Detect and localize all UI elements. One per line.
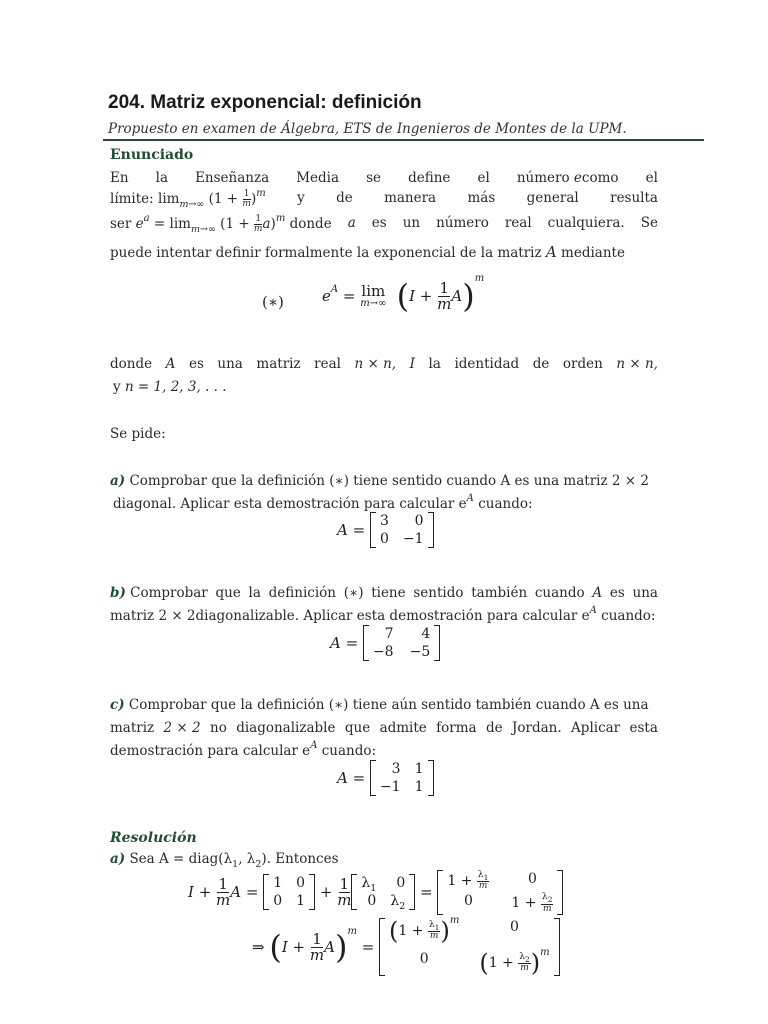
enunciado-line-3: ser $e^a = \lim_{m\to\infty} (1$ + $\frac{1}{m}$ a)$^m$ donde a es un número real cualquiera. Se — [110, 213, 658, 235]
enunciado-line-2: límite: $\lim_{m\to\infty} (1$ + $\frac{1}{m}$ )$^m$ y de manera más general resulta — [110, 188, 658, 210]
part-a-line-1: a) Comprobar que la definición (∗) tiene sentido cuando A es una matriz 2 × 2 — [110, 473, 649, 489]
part-b-line-2: matriz 2 × 2diagonalizable. Aplicar esta demostración para calcular $e^A$ cuando: — [110, 605, 656, 624]
part-c-matrix: A = 3 1 −1 1 — [337, 760, 434, 796]
part-b-matrix: A = 7 4 −8 −5 — [330, 625, 440, 661]
enunciado-line-4: puede intentar definir formalmente la exponencial de la matriz A mediante — [110, 243, 625, 261]
enunciado-line-6: y n = 1, 2, 3, . . . — [113, 379, 227, 395]
definition-label: (∗) — [262, 293, 284, 311]
part-a-line-2: diagonal. Aplicar esta demostración para calcular $e^A$ cuando: — [113, 493, 533, 512]
se-pide: Se pide: — [110, 426, 166, 442]
resolucion-heading: Resolución — [110, 830, 197, 846]
resolucion-eq-1: I + $\frac{1}{m}$ A = 1 0 0 1 + $\frac{1}{m}$ $\lambda_1$ 0 0 $\lambda_2$ = 1 + $\frac{\lambda_1}{m}$ 0 0 1 + $\frac{\lambda_2}{m}$ — [188, 870, 563, 915]
page-title: 204. Matriz exponencial: definición — [108, 92, 422, 113]
enunciado-line-5: donde A es una matriz real n × n, I la identidad de orden n × n, — [110, 356, 658, 372]
definition-equation: e A = lim m→∞ ( I + $\frac{1}{m}$ A ) m — [322, 272, 485, 315]
part-c-line-3: demostración para calcular $e^A$ cuando: — [110, 740, 377, 759]
enunciado-heading: Enunciado — [110, 147, 194, 163]
part-c-line-1: c) Comprobar que la definición (∗) tiene aún sentido también cuando A es una — [110, 697, 649, 713]
resolucion-eq-2: ⇒ ( I + $\frac{1}{m}$ A ) m = (1 + $\frac{\lambda_1}{m}$ )$^m$ 0 0 (1 + $\frac{\lambda_2}{m}$ )$^m$ — [252, 918, 560, 976]
part-b-line-1: b) Comprobar que la definición (∗) tiene sentido también cuando A es una — [110, 585, 658, 601]
resolucion-a-line: a) Sea $A = diag(\lambda_1$, $\lambda_2$). Entonces — [110, 851, 339, 870]
part-a-matrix: A = 3 0 0 −1 — [337, 512, 434, 548]
page-subtitle: Propuesto en examen de Álgebra, ETS de Ingenieros de Montes de la UPM. — [108, 121, 627, 137]
title-divider — [103, 139, 704, 141]
enunciado-line-1: En la Enseñanza Media se define el número ecomo el — [110, 170, 658, 186]
part-c-line-2: matriz 2 × 2 no diagonalizable que admite forma de Jordan. Aplicar esta — [110, 720, 658, 736]
